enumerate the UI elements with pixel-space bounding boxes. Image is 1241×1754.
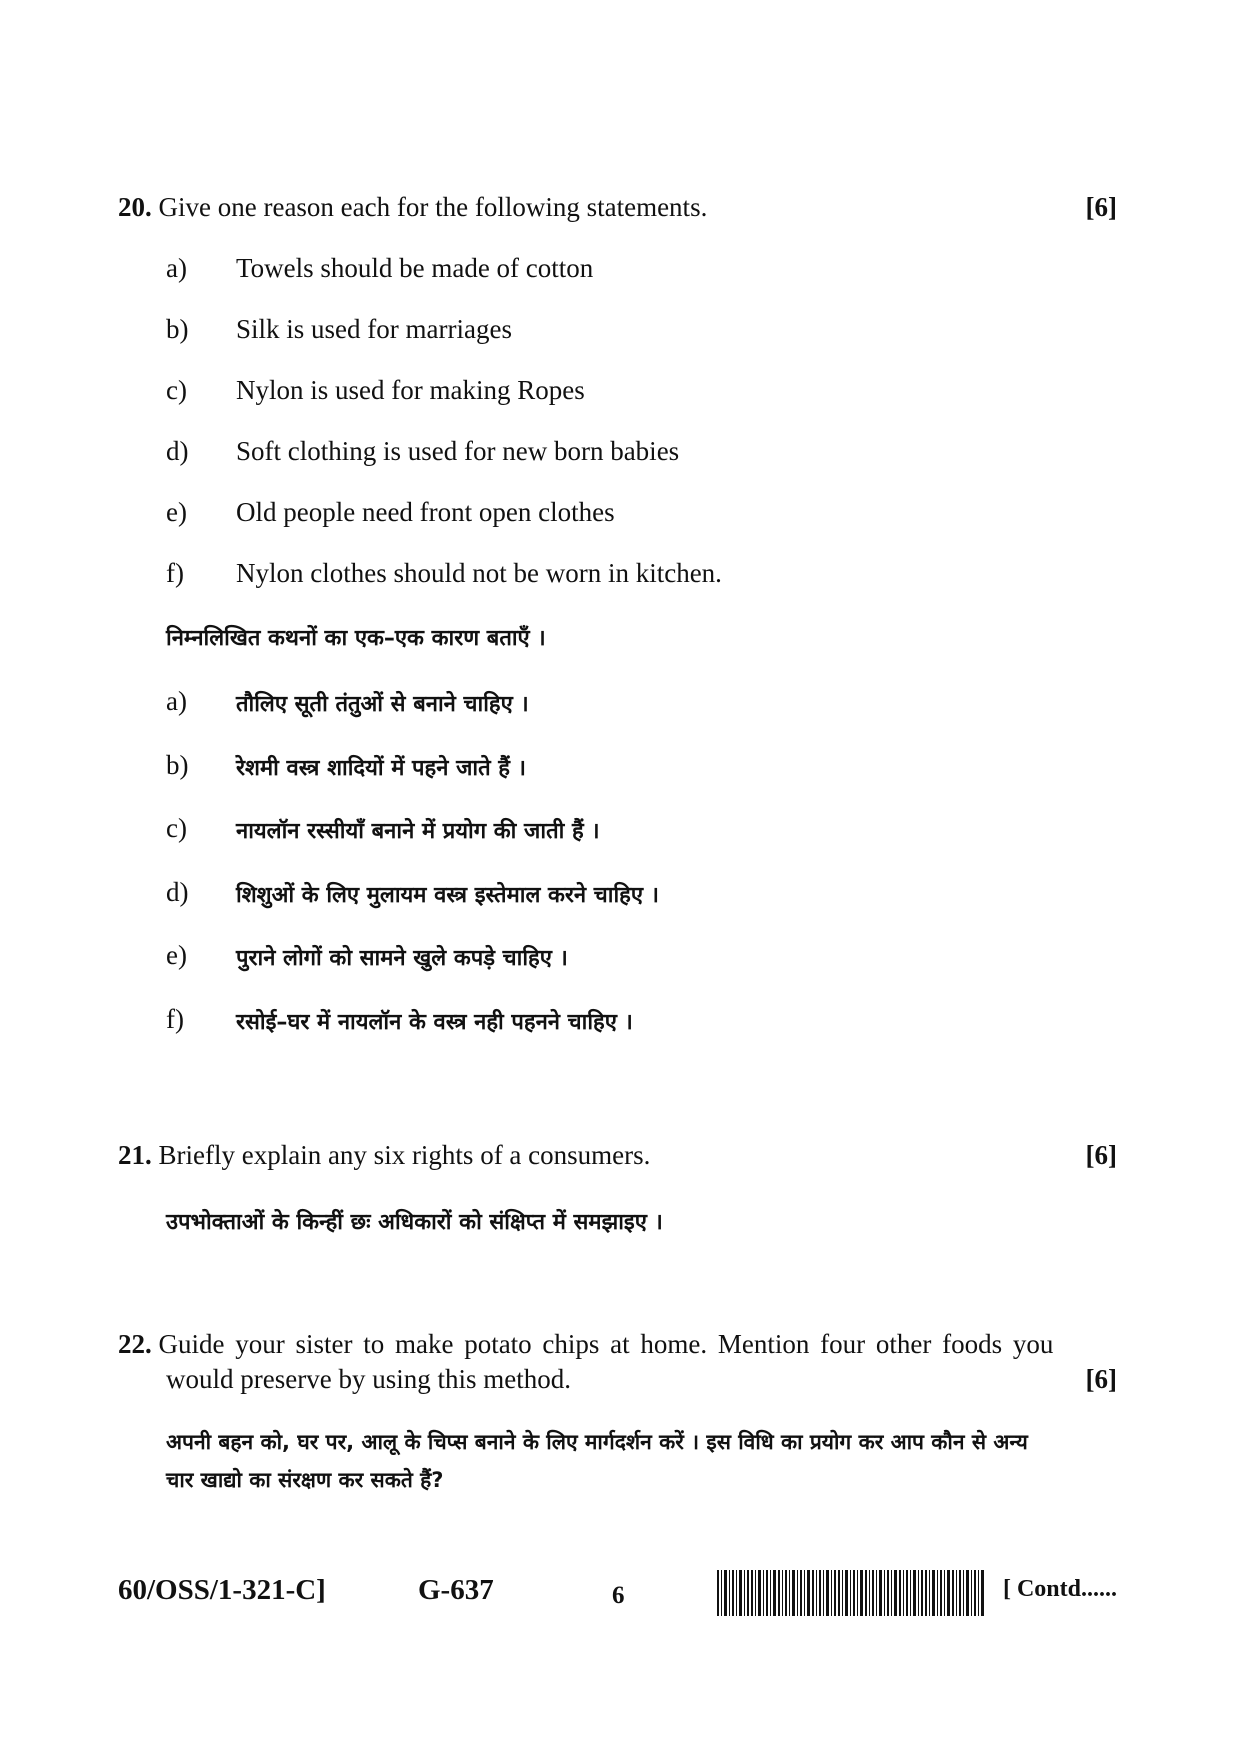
marks-badge: [6]: [1085, 1364, 1117, 1394]
option-label: a): [166, 253, 187, 283]
page-number: 6: [612, 1582, 625, 1609]
continued-note: [ Contd......: [1002, 1576, 1117, 1602]
hindi-option-text: नायलॉन रस्सीयाँ बनाने में प्रयोग की जाती हैं ।: [236, 819, 600, 844]
question-number: 20.: [118, 192, 152, 222]
marks-badge: [6]: [1085, 1140, 1117, 1170]
question-number: 22.: [118, 1329, 152, 1359]
hindi-question-text: उपभोक्ताओं के किन्हीं छः अधिकारों को संक्षिप्त में समझाइए ।: [166, 1210, 663, 1235]
hindi-option-text: शिशुओं के लिए मुलायम वस्त्र इस्तेमाल करने चाहिए ।: [236, 883, 659, 908]
option-label: b): [166, 314, 189, 344]
option-label: c): [166, 813, 187, 843]
option-text: Nylon clothes should not be worn in kitchen.: [236, 558, 722, 588]
option-label: e): [166, 940, 187, 970]
hindi-option-text: तौलिए सूती तंतुओं से बनाने चाहिए ।: [236, 692, 529, 717]
question-text: Give one reason each for the following statements.: [158, 192, 708, 222]
hindi-option-text: पुराने लोगों को सामने खुले कपड़े चाहिए ।: [236, 946, 568, 971]
option-label: f): [166, 1004, 184, 1034]
hindi-option-text: रेशमी वस्त्र शादियों में पहने जाते हैं ।: [236, 756, 526, 781]
option-label: e): [166, 497, 187, 527]
option-text: Soft clothing is used for new born babies: [236, 436, 680, 466]
option-label: f): [166, 558, 184, 588]
option-text: Old people need front open clothes: [236, 497, 615, 527]
question-21-stem: [118, 1140, 650, 1171]
marks-badge: [6]: [1085, 192, 1117, 222]
question-number: 21.: [118, 1140, 152, 1170]
question-20-stem: [118, 192, 707, 223]
option-text: Nylon is used for making Ropes: [236, 375, 585, 405]
hindi-option-text: रसोई–घर में नायलॉन के वस्त्र नही पहनने चाहिए ।: [236, 1010, 633, 1035]
option-label: d): [166, 436, 189, 466]
question-text-continued: would preserve by using this method.: [166, 1364, 571, 1394]
option-text: Silk is used for marriages: [236, 314, 512, 344]
barcode-bars: [717, 1570, 984, 1616]
hindi-instruction: निम्नलिखित कथनों का एक–एक कारण बताएँ ।: [166, 626, 546, 651]
option-label: c): [166, 375, 187, 405]
question-text: Briefly explain any six rights of a consumers.: [158, 1140, 651, 1170]
option-label: d): [166, 877, 189, 907]
option-text: Towels should be made of cotton: [236, 253, 594, 283]
option-label: b): [166, 750, 189, 780]
question-text: Guide your sister to make potato chips at home. Mention four other foods you: [158, 1329, 1054, 1359]
paper-code: 60/OSS/1-321-C]: [118, 1574, 326, 1606]
question-22-stem: [118, 1329, 1053, 1360]
hindi-question-text: अपनी बहन को, घर पर, आलू के चिप्स बनाने के लिए मार्गदर्शन करें । इस विधि का प्रयोग कर आप कौन से अन्य: [166, 1430, 1028, 1454]
series-code: G-637: [418, 1574, 494, 1606]
hindi-question-text-continued: चार खाद्यो का संरक्षण कर सकते हैं?: [166, 1468, 444, 1492]
option-label: a): [166, 686, 187, 716]
barcode: [717, 1570, 985, 1616]
